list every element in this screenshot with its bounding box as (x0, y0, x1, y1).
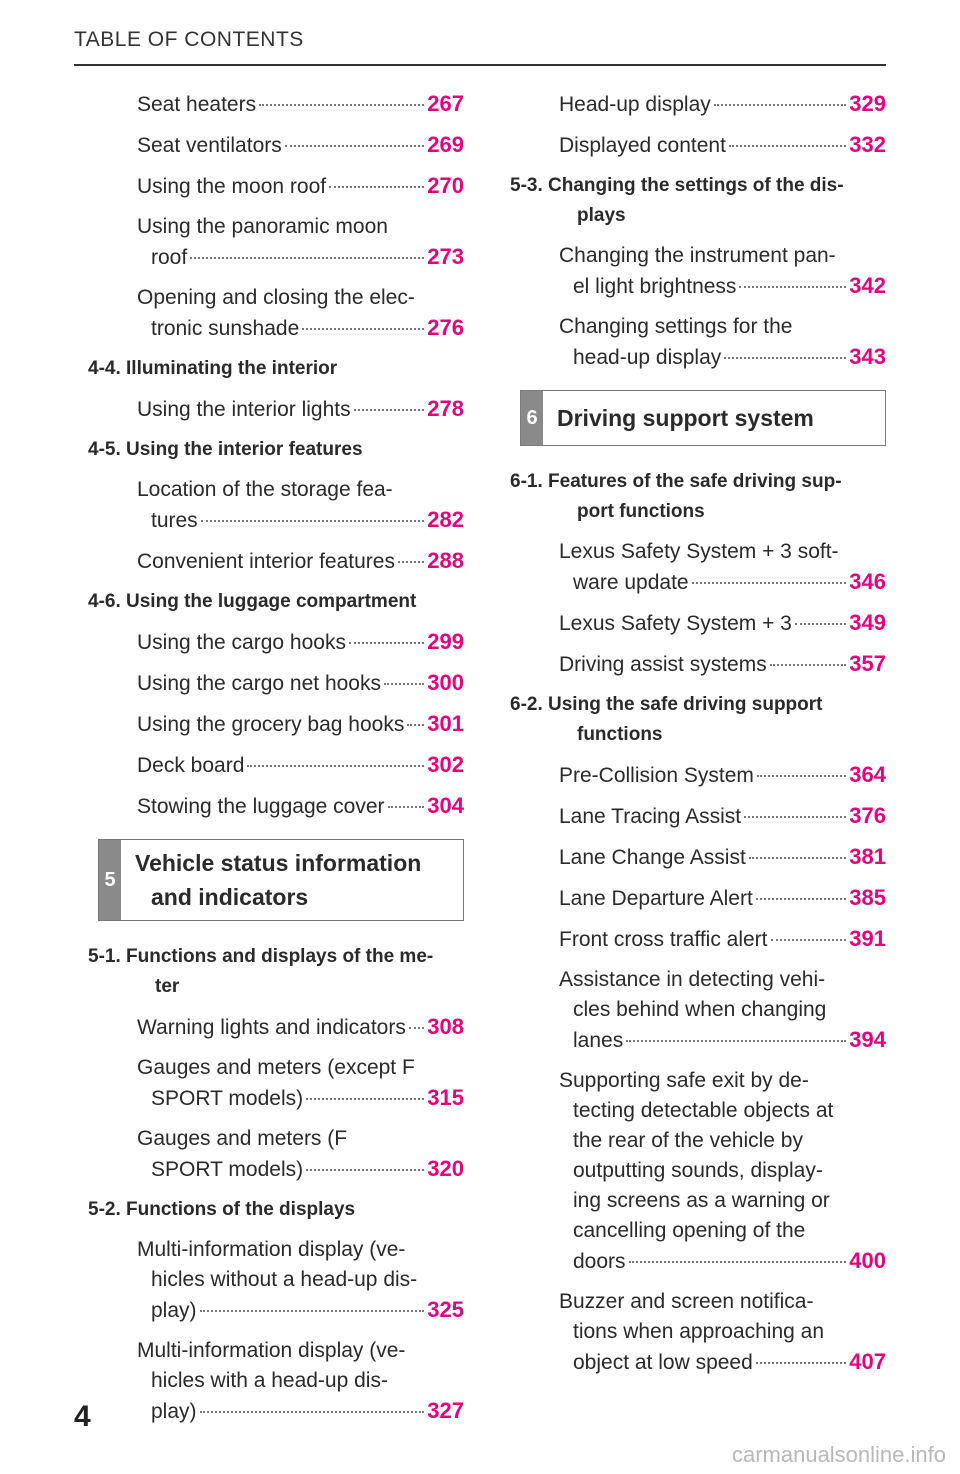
page-link[interactable]: 391 (849, 926, 886, 951)
entry-title: Using the cargo hooks (137, 631, 346, 654)
page-link[interactable]: 385 (849, 885, 886, 910)
page-link[interactable]: 332 (849, 132, 886, 157)
dot-leader (756, 1362, 846, 1364)
toc-entry[interactable] (137, 470, 464, 541)
dot-leader (247, 765, 424, 767)
header-divider (74, 64, 886, 66)
toc-entry[interactable] (559, 1061, 886, 1282)
toc-entry[interactable] (137, 663, 464, 704)
entry-title: Front cross traffic alert (559, 928, 768, 951)
entry-title-line: Opening and closing the elec- (137, 286, 415, 309)
entry-title: Stowing the luggage cover (137, 795, 385, 818)
entry-title-line: Gauges and meters (F (137, 1127, 348, 1150)
page-link[interactable]: 407 (849, 1349, 886, 1374)
dot-leader (795, 623, 846, 625)
page-link[interactable]: 269 (427, 132, 464, 157)
dot-leader (629, 1261, 847, 1263)
section-heading-line: 6-1. Features of the safe driving sup- (510, 471, 842, 492)
page-link[interactable]: 329 (849, 91, 886, 116)
page-link[interactable]: 304 (427, 793, 464, 818)
entry-title-line: Location of the storage fea- (137, 478, 393, 501)
entry-title: Deck board (137, 754, 245, 777)
section-heading: 4-4. Illuminating the interior (88, 358, 338, 379)
entry-title-line: outputting sounds, display- (573, 1159, 823, 1182)
chapter-title: Driving support system (557, 405, 814, 431)
watermark: carmanualsonline.info (731, 1442, 946, 1467)
entry-title: Using the moon roof (137, 175, 327, 198)
toc-entry[interactable] (559, 919, 886, 960)
toc-entry[interactable] (137, 84, 464, 125)
toc-entry[interactable] (559, 125, 886, 166)
page-number: 4 (74, 1400, 91, 1433)
page-link[interactable]: 300 (427, 670, 464, 695)
toc-entry[interactable] (137, 1048, 464, 1119)
page-link[interactable]: 394 (849, 1027, 886, 1052)
entry-title-line: Gauges and meters (except F (137, 1056, 415, 1079)
section-heading-line: 5-1. Functions and displays of the me- (88, 946, 434, 967)
entry-title: Lane Change Assist (559, 846, 746, 869)
entry-title: head-up display (573, 346, 722, 369)
page-link[interactable]: 357 (849, 651, 886, 676)
section-heading-cont: ter (155, 976, 180, 997)
dot-leader (200, 1310, 425, 1312)
entry-title: Lane Departure Alert (559, 887, 753, 910)
page-link[interactable]: 364 (849, 762, 886, 787)
entry-title-line: hicles with a head-up dis- (151, 1369, 388, 1392)
entry-title: object at low speed (573, 1351, 753, 1374)
page-header: TABLE OF CONTENTS (74, 28, 304, 51)
dot-leader (626, 1040, 846, 1042)
section-heading (510, 166, 886, 236)
section-heading-cont: port functions (577, 501, 705, 522)
page-link[interactable]: 315 (427, 1085, 464, 1110)
dot-leader (354, 409, 425, 411)
toc-entry[interactable] (559, 1282, 886, 1383)
page-link[interactable]: 342 (849, 273, 886, 298)
entry-title: Seat heaters (137, 93, 257, 116)
toc-entry[interactable] (559, 236, 886, 307)
section-heading: 5-2. Functions of the displays (88, 1199, 356, 1220)
page-link[interactable]: 400 (849, 1248, 886, 1273)
dot-leader (729, 145, 846, 147)
entry-title: Convenient interior features (137, 550, 395, 573)
toc-entry[interactable] (559, 796, 886, 837)
section-heading: 4-5. Using the interior features (88, 439, 363, 460)
entry-title-line: cancelling opening of the (573, 1219, 806, 1242)
page-link[interactable]: 267 (427, 91, 464, 116)
entry-title: Using the interior lights (137, 398, 351, 421)
dot-leader (306, 1098, 424, 1100)
entry-title-line: tions when approaching an (573, 1320, 825, 1343)
section-heading-cont: plays (577, 205, 626, 226)
entry-title: ware update (573, 571, 689, 594)
dot-leader (388, 806, 425, 808)
toc-entry[interactable] (559, 837, 886, 878)
toc-entry[interactable] (137, 207, 464, 278)
section-heading-line: 6-2. Using the safe driving support (510, 694, 823, 715)
section-heading-cont: functions (577, 724, 663, 745)
page-link[interactable]: 325 (427, 1297, 464, 1322)
toc-entry[interactable] (559, 960, 886, 1061)
entry-title-line: Using the panoramic moon (137, 215, 388, 238)
toc-entry[interactable] (559, 603, 886, 644)
entry-title: SPORT models) (151, 1158, 304, 1181)
toc-entry[interactable] (137, 786, 464, 827)
page-link[interactable]: 346 (849, 569, 886, 594)
dot-leader (692, 582, 847, 584)
entry-title: Lane Tracing Assist (559, 805, 742, 828)
chapter-banner-5[interactable] (98, 839, 464, 921)
dot-leader (756, 898, 846, 900)
entry-title: doors (573, 1250, 626, 1273)
toc-entry[interactable] (559, 878, 886, 919)
entry-title: roof (151, 246, 188, 269)
toc-entry[interactable] (137, 541, 464, 582)
dot-leader (714, 104, 847, 106)
entry-title: play) (151, 1400, 197, 1423)
entry-title: Seat ventilators (137, 134, 282, 157)
entry-title-line: Supporting safe exit by de- (559, 1069, 809, 1092)
entry-title-line: Changing the instrument pan- (559, 244, 836, 267)
toc-entry[interactable] (137, 166, 464, 207)
entry-title: Displayed content (559, 134, 726, 157)
page-link[interactable]: 349 (849, 610, 886, 635)
chapter-number: 6 (521, 391, 543, 445)
entry-title: tronic sunshade (151, 317, 300, 340)
entry-title-line: Multi-information display (ve- (137, 1238, 406, 1261)
entry-title: lanes (573, 1029, 624, 1052)
dot-leader (398, 561, 424, 563)
toc-entry[interactable] (559, 84, 886, 125)
entry-title: Head-up display (559, 93, 711, 116)
toc-entry[interactable] (137, 1230, 464, 1331)
entry-title: tures (151, 509, 198, 532)
entry-title: Driving assist systems (559, 653, 767, 676)
toc-entry[interactable] (137, 278, 464, 349)
dot-leader (200, 1411, 425, 1413)
entry-title: Using the grocery bag hooks (137, 713, 405, 736)
page-link[interactable]: 376 (849, 803, 886, 828)
page-link[interactable]: 343 (849, 344, 886, 369)
toc-entry[interactable] (137, 1119, 464, 1190)
dot-leader (409, 1027, 424, 1029)
dot-leader (724, 357, 846, 359)
toc-entry[interactable] (137, 1007, 464, 1048)
chapter-title: Vehicle status information (135, 850, 422, 876)
page-link[interactable]: 276 (427, 315, 464, 340)
page-link[interactable]: 270 (427, 173, 464, 198)
page-link[interactable]: 302 (427, 752, 464, 777)
toc-entry[interactable] (137, 622, 464, 663)
entry-title-line: Assistance in detecting vehi- (559, 968, 826, 991)
entry-title-line: the rear of the vehicle by (573, 1129, 803, 1152)
entry-title-line: Buzzer and screen notifica- (559, 1290, 814, 1313)
entry-title-line: tecting detectable objects at (573, 1099, 834, 1122)
entry-title-line: cles behind when changing (573, 998, 827, 1021)
page-link[interactable]: 320 (427, 1156, 464, 1181)
chapter-banner-6[interactable] (520, 390, 886, 446)
dot-leader (407, 724, 424, 726)
entry-title: Lexus Safety System + 3 (559, 612, 792, 635)
page-link[interactable]: 282 (427, 507, 464, 532)
entry-title-line: Changing settings for the (559, 315, 793, 338)
dot-leader (302, 328, 424, 330)
dot-leader (259, 104, 424, 106)
dot-leader (757, 775, 846, 777)
dot-leader (749, 857, 846, 859)
toc-right-column (510, 84, 886, 1383)
toc-left-column (88, 84, 464, 1432)
page-link[interactable]: 308 (427, 1014, 464, 1039)
dot-leader (285, 145, 425, 147)
page-link[interactable]: 288 (427, 548, 464, 573)
entry-title: Warning lights and indicators (137, 1016, 406, 1039)
page-link[interactable]: 273 (427, 244, 464, 269)
entry-title: el light brightness (573, 275, 737, 298)
page-link[interactable]: 299 (427, 629, 464, 654)
toc-entry[interactable] (559, 532, 886, 603)
entry-title-line: Lexus Safety System + 3 soft- (559, 540, 839, 563)
page-link[interactable]: 381 (849, 844, 886, 869)
section-heading-line: 5-3. Changing the settings of the dis- (510, 175, 844, 196)
page-link[interactable]: 301 (427, 711, 464, 736)
dot-leader (739, 286, 846, 288)
dot-leader (201, 520, 425, 522)
toc-entry[interactable] (137, 389, 464, 430)
toc-entry[interactable] (559, 755, 886, 796)
toc-entry[interactable] (137, 745, 464, 786)
page-link[interactable]: 278 (427, 396, 464, 421)
dot-leader (770, 664, 847, 666)
toc-entry[interactable] (559, 644, 886, 685)
section-heading (510, 462, 886, 532)
dot-leader (329, 186, 424, 188)
dot-leader (771, 939, 847, 941)
entry-title-line: Multi-information display (ve- (137, 1339, 406, 1362)
entry-title: play) (151, 1299, 197, 1322)
entry-title: Pre-Collision System (559, 764, 754, 787)
chapter-number: 5 (99, 840, 121, 920)
toc-entry[interactable] (137, 125, 464, 166)
section-heading: 4-6. Using the luggage compartment (88, 591, 417, 612)
entry-title: Using the cargo net hooks (137, 672, 381, 695)
entry-title-line: hicles without a head-up dis- (151, 1268, 418, 1291)
dot-leader (384, 683, 424, 685)
dot-leader (744, 816, 846, 818)
toc-entry[interactable] (137, 704, 464, 745)
dot-leader (349, 642, 424, 644)
entry-title: SPORT models) (151, 1087, 304, 1110)
toc-entry[interactable] (137, 1331, 464, 1432)
section-heading (510, 685, 886, 755)
dot-leader (306, 1169, 424, 1171)
section-heading (88, 937, 464, 1007)
page-link[interactable]: 327 (427, 1398, 464, 1423)
chapter-title-cont: and indicators (151, 884, 309, 910)
dot-leader (190, 257, 424, 259)
toc-entry[interactable] (559, 307, 886, 378)
entry-title-line: ing screens as a warning or (573, 1189, 830, 1212)
